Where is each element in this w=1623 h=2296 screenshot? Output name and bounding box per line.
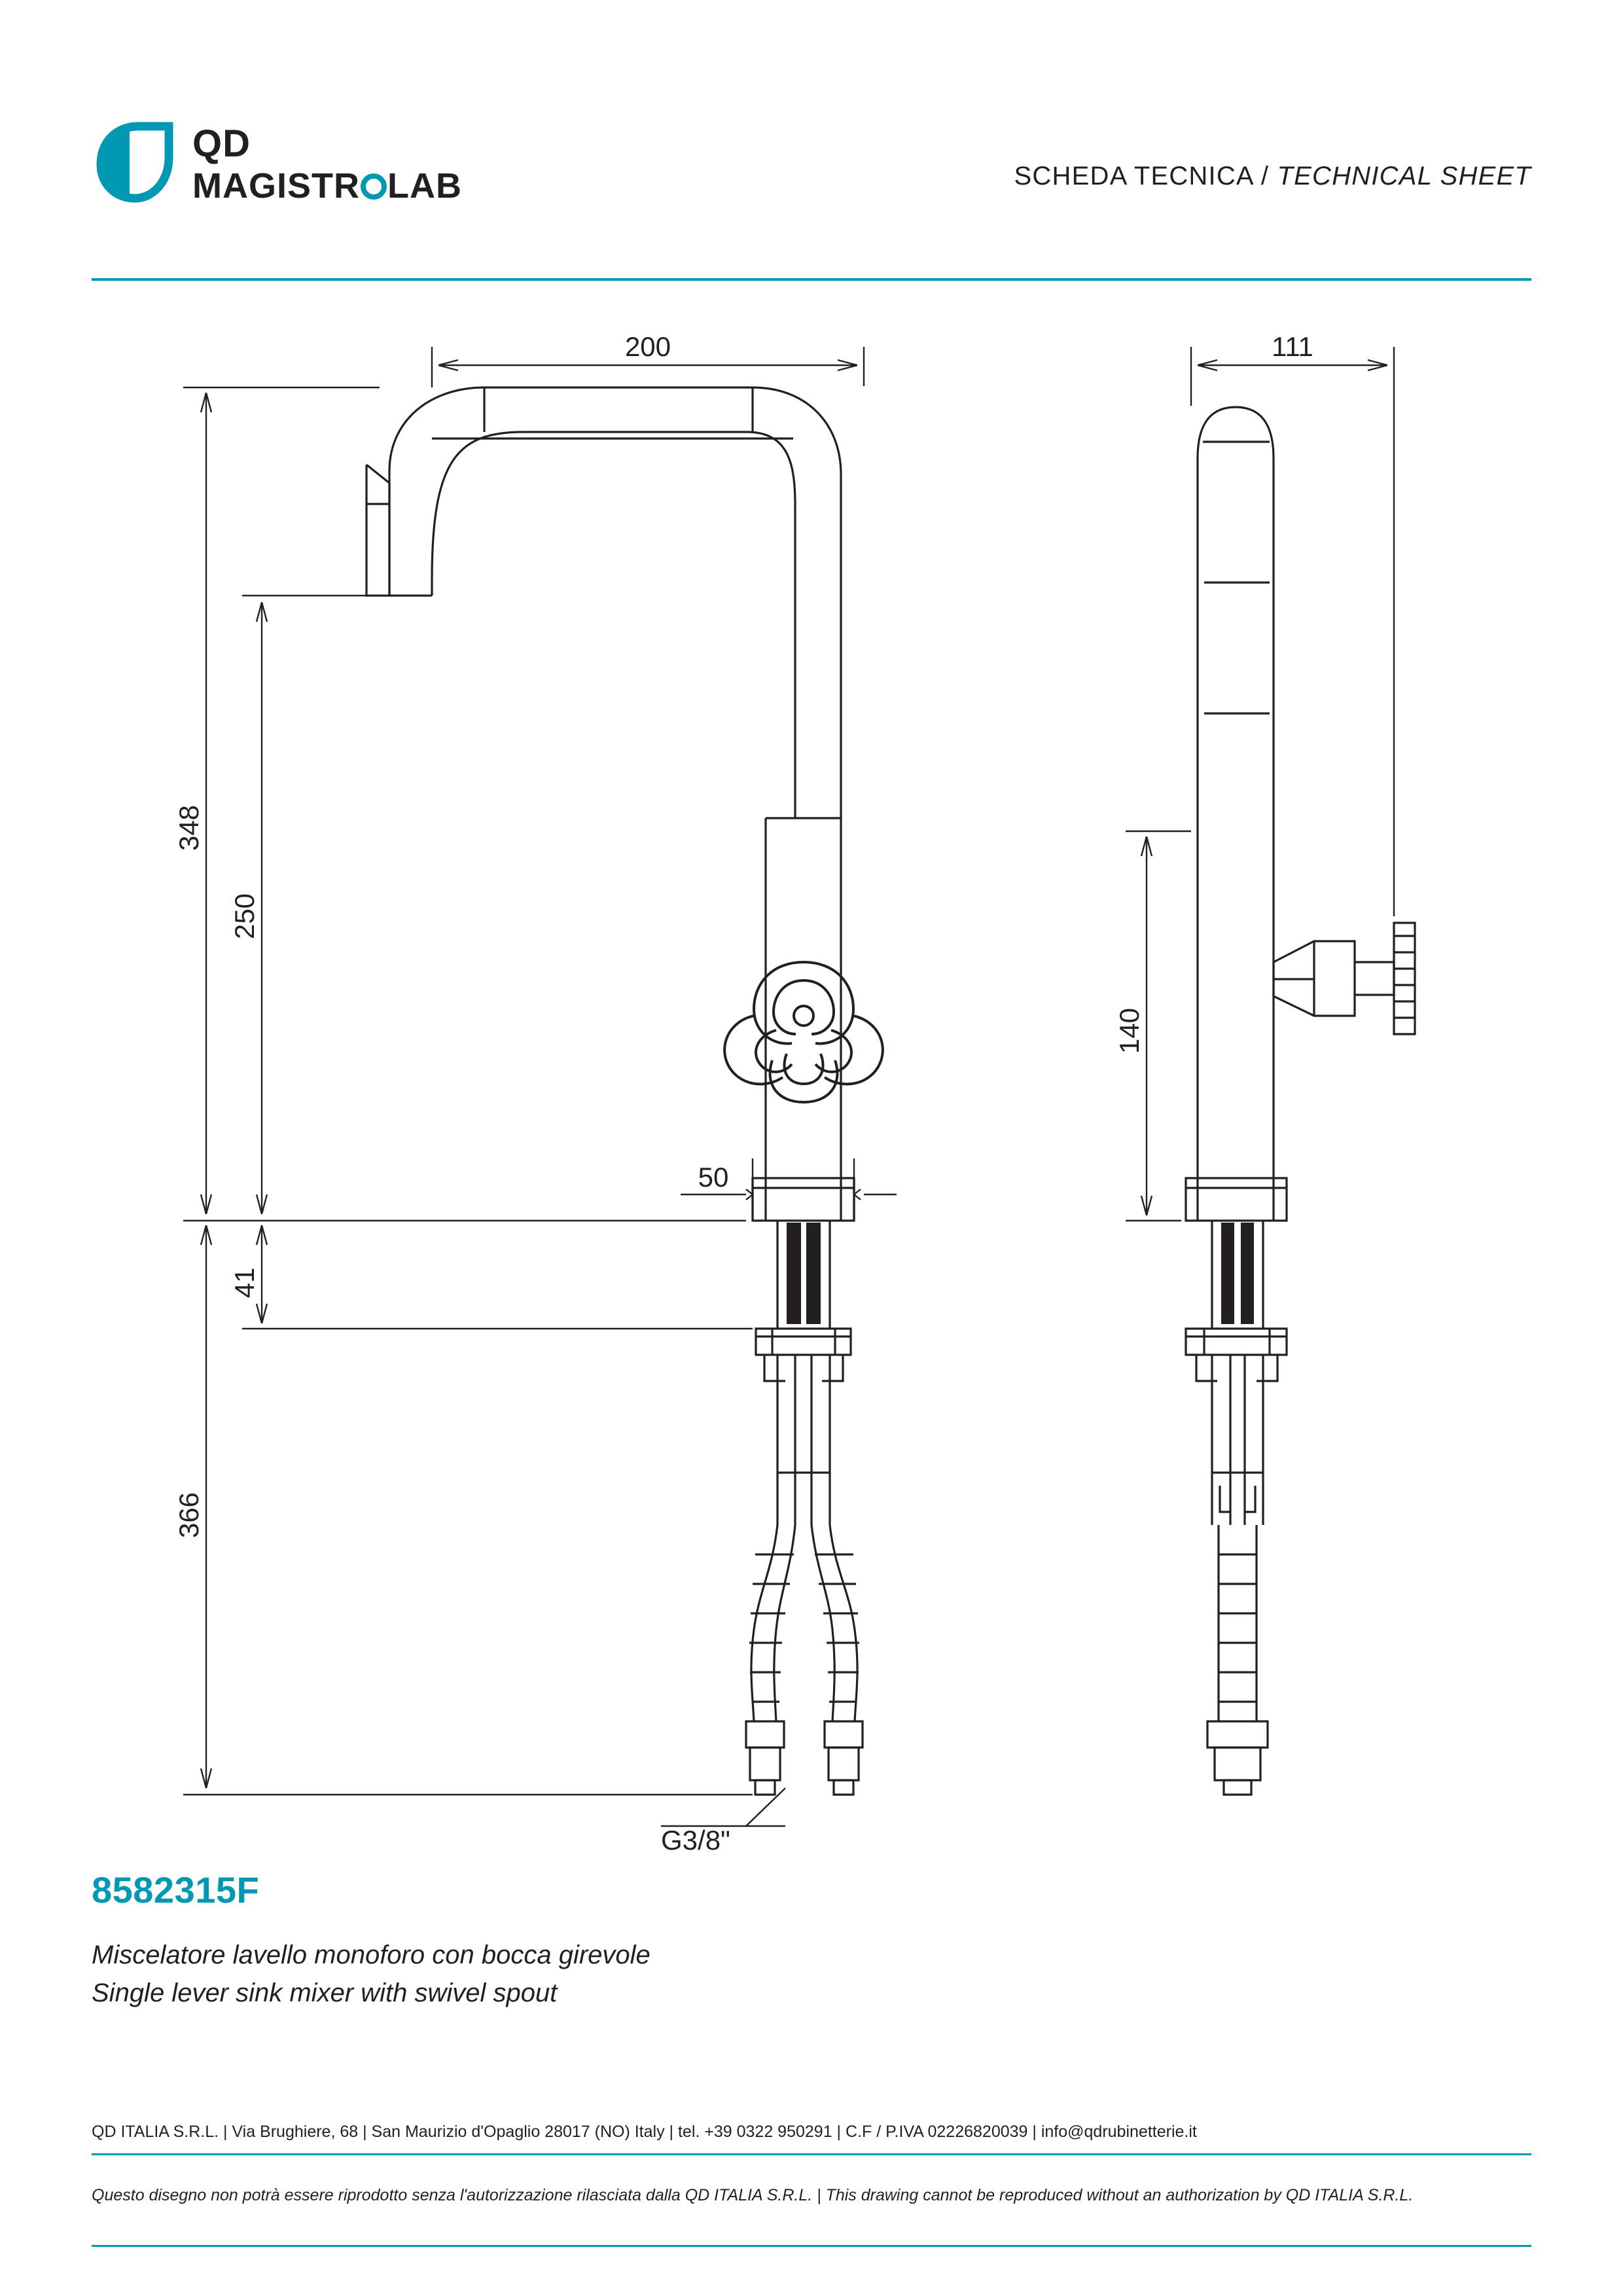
front-view-dimensions [183, 347, 897, 1826]
footer-company-line: QD ITALIA S.R.L. | Via Brughiere, 68 | San Maurizio d'Opaglio 28017 (NO) Italy | tel. +39 0322 950291 | C.F / P.IVA 02226820039 | info@qdrubinetterie.it [92, 2123, 1197, 2141]
technical-drawing [92, 308, 1531, 1856]
dim-111-label: 111 [1272, 331, 1313, 362]
front-view-hoses [746, 1525, 863, 1795]
front-view-shank [756, 1221, 851, 1525]
brand-magistrolab [192, 168, 462, 204]
page-header [92, 121, 1531, 278]
product-code: 8582315F [92, 1869, 260, 1910]
sheet-title-it: SCHEDA TECNICA / [1014, 162, 1270, 190]
product-description [92, 1936, 1531, 2012]
brand-qd: QD [192, 122, 251, 165]
thread-callout-label: G3/8" [661, 1825, 730, 1856]
sheet-title-en: TECHNICAL SHEET [1277, 162, 1531, 190]
brand-magistr: MAGISTR [192, 166, 360, 206]
footer-divider-top [92, 2153, 1531, 2155]
side-view-geometry [1186, 407, 1415, 1221]
side-view-hoses [1207, 1525, 1268, 1795]
product-info [92, 1869, 1531, 2012]
side-view-shank [1186, 1221, 1287, 1525]
sheet-title [1014, 162, 1531, 191]
footer-divider-bottom [92, 2245, 1531, 2247]
front-view-body [753, 818, 854, 1221]
side-view-dimensions [1126, 347, 1394, 1221]
product-description-en: Single lever sink mixer with swivel spout [92, 1979, 558, 2007]
front-view-handle [724, 962, 883, 1102]
dim-250-label: 250 [229, 893, 260, 940]
brand-wordmark [192, 122, 462, 206]
dim-200-label: 200 [624, 331, 671, 362]
brand-lab: LAB [387, 166, 462, 206]
dim-140-label: 140 [1114, 1007, 1145, 1054]
qd-logo-icon [92, 121, 178, 207]
footer-disclaimer-line: Questo disegno non potrà essere riprodotto senza l'autorizzazione rilasciata dalla QD ITALIA S.R.L. | This drawing cannot be reproduced without an authorization by QD ITALIA S.R.L. [92, 2186, 1414, 2204]
o-ring-icon [361, 173, 387, 200]
dim-348-label: 348 [173, 804, 204, 852]
dim-366-label: 366 [173, 1492, 204, 1539]
dim-41-label: 41 [229, 1267, 260, 1299]
product-description-it: Miscelatore lavello monoforo con bocca girevole [92, 1941, 651, 1969]
dim-50-label: 50 [698, 1162, 729, 1193]
header-divider [92, 278, 1531, 281]
front-view-geometry [366, 387, 841, 818]
brand-logo [92, 121, 462, 207]
